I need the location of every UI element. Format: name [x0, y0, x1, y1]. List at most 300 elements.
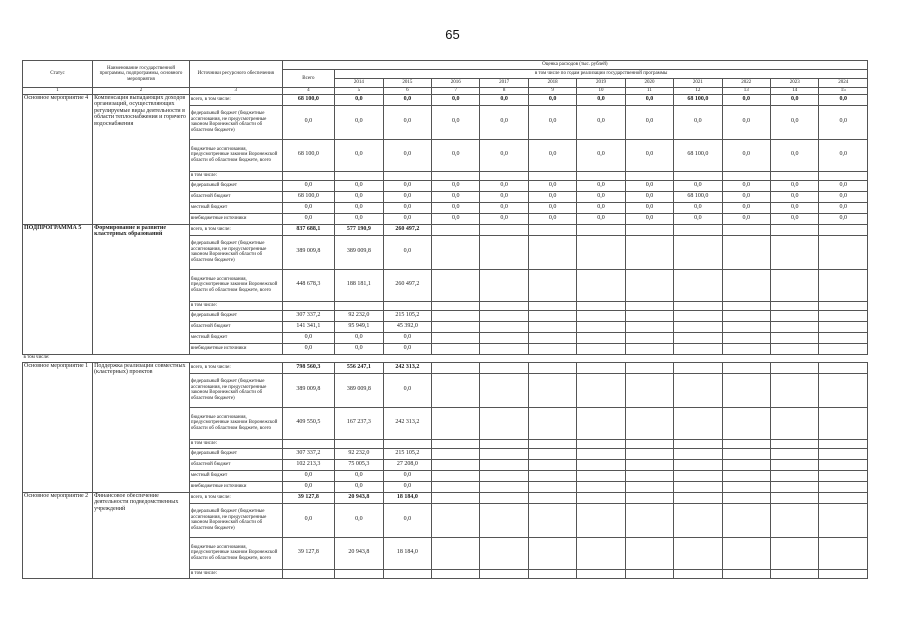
value-cell: 0,0 [625, 202, 673, 213]
value-cell: 0,0 [383, 481, 431, 492]
value-cell [771, 439, 819, 448]
value-cell: 68 100,0 [282, 94, 335, 105]
value-cell [819, 373, 868, 407]
value-cell: 20 943,8 [335, 537, 383, 569]
value-cell [282, 301, 335, 310]
value-cell [577, 459, 625, 470]
value-cell [480, 332, 528, 343]
value-cell: 0,0 [625, 191, 673, 202]
value-cell [528, 224, 576, 235]
value-cell [528, 343, 576, 354]
header-year: 2018 [528, 79, 576, 88]
value-cell [432, 332, 480, 343]
value-cell: 0,0 [722, 139, 770, 171]
value-cell [722, 301, 770, 310]
source-cell: всего, в том числе: [189, 362, 282, 373]
value-cell [722, 269, 770, 301]
value-cell [674, 492, 722, 503]
value-cell [722, 439, 770, 448]
value-cell: 0,0 [819, 213, 868, 224]
value-cell: 20 943,8 [335, 492, 383, 503]
value-cell: 0,0 [819, 191, 868, 202]
value-cell: 39 127,8 [282, 492, 335, 503]
value-cell [282, 569, 335, 578]
source-cell: федеральный бюджет (бюджетные ассигнования, не предусмотренные законом Воронежской области об областном бюджете) [189, 373, 282, 407]
value-cell [771, 537, 819, 569]
value-cell [819, 321, 868, 332]
value-cell: 0,0 [282, 503, 335, 537]
value-cell [625, 481, 673, 492]
value-cell: 0,0 [383, 332, 431, 343]
value-cell: 68 100,0 [282, 139, 335, 171]
value-cell [771, 503, 819, 537]
value-cell: 798 560,3 [282, 362, 335, 373]
value-cell [383, 301, 431, 310]
value-cell [577, 332, 625, 343]
header-year: 2017 [480, 79, 528, 88]
value-cell: 0,0 [722, 105, 770, 139]
value-cell: 0,0 [771, 180, 819, 191]
column-number: 5 [335, 88, 383, 95]
table-row [23, 94, 868, 105]
value-cell: 27 208,0 [383, 459, 431, 470]
column-number: 14 [771, 88, 819, 95]
source-cell: всего, в том числе: [189, 224, 282, 235]
value-cell [722, 470, 770, 481]
value-cell: 0,0 [335, 94, 383, 105]
value-cell [432, 569, 480, 578]
header-status: Статус [23, 61, 93, 88]
value-cell [432, 269, 480, 301]
value-cell: 260 497,2 [383, 224, 431, 235]
value-cell [722, 321, 770, 332]
value-cell [432, 343, 480, 354]
value-cell [771, 332, 819, 343]
header-by-years: в том числе по годам реализации государственной программы [335, 70, 868, 79]
value-cell: 0,0 [819, 180, 868, 191]
column-number: 8 [480, 88, 528, 95]
value-cell: 0,0 [480, 139, 528, 171]
value-cell: 0,0 [335, 180, 383, 191]
value-cell: 0,0 [335, 191, 383, 202]
section-status: Основное мероприятие 4 [23, 94, 93, 224]
header-year: 2022 [722, 79, 770, 88]
value-cell [674, 321, 722, 332]
value-cell: 0,0 [432, 105, 480, 139]
value-cell [432, 537, 480, 569]
column-number: 6 [383, 88, 431, 95]
value-cell [480, 492, 528, 503]
value-cell: 18 184,0 [383, 537, 431, 569]
value-cell: 242 313,2 [383, 362, 431, 373]
column-number: 1 [23, 88, 93, 95]
value-cell: 0,0 [819, 139, 868, 171]
page-number: 65 [445, 27, 460, 42]
value-cell: 0,0 [480, 213, 528, 224]
value-cell [528, 332, 576, 343]
section-status: ПОДПРОГРАММА 5 [23, 224, 93, 354]
value-cell: 0,0 [771, 105, 819, 139]
value-cell [528, 448, 576, 459]
source-cell: внебюджетные источники [189, 343, 282, 354]
value-cell [335, 439, 383, 448]
table-row [23, 224, 868, 235]
value-cell: 0,0 [480, 94, 528, 105]
value-cell [528, 470, 576, 481]
value-cell: 389 009,8 [335, 235, 383, 269]
source-cell: областной бюджет [189, 191, 282, 202]
value-cell [625, 362, 673, 373]
value-cell: 215 105,2 [383, 448, 431, 459]
value-cell: 0,0 [771, 213, 819, 224]
value-cell [625, 332, 673, 343]
value-cell [528, 481, 576, 492]
value-cell [480, 343, 528, 354]
table-row [23, 362, 868, 373]
value-cell: 0,0 [771, 94, 819, 105]
value-cell [432, 448, 480, 459]
section-name: Компенсация выпадающих доходов организаций, осуществляющих регулируемые виды деятельности в области теплоснабжения и горячего водоснабжения [93, 94, 190, 224]
value-cell [432, 407, 480, 439]
value-cell [722, 448, 770, 459]
header-year: 2023 [771, 79, 819, 88]
value-cell [674, 448, 722, 459]
value-cell [819, 503, 868, 537]
value-cell [771, 407, 819, 439]
value-cell [771, 362, 819, 373]
value-cell [819, 569, 868, 578]
value-cell: 0,0 [383, 343, 431, 354]
value-cell [771, 343, 819, 354]
value-cell [722, 407, 770, 439]
value-cell [771, 310, 819, 321]
source-cell: бюджетные ассигнования, предусмотренные законом Воронежской области об областном бюджете, всего [189, 269, 282, 301]
value-cell [480, 537, 528, 569]
value-cell [722, 235, 770, 269]
value-cell [771, 448, 819, 459]
value-cell [282, 171, 335, 180]
value-cell: 0,0 [577, 94, 625, 105]
value-cell [722, 459, 770, 470]
value-cell [722, 373, 770, 407]
value-cell [577, 343, 625, 354]
value-cell: 0,0 [528, 139, 576, 171]
value-cell [432, 235, 480, 269]
value-cell: 0,0 [335, 470, 383, 481]
value-cell [577, 492, 625, 503]
value-cell [480, 224, 528, 235]
value-cell [722, 310, 770, 321]
value-cell [771, 569, 819, 578]
value-cell: 102 213,3 [282, 459, 335, 470]
section-status: Основное мероприятие 2 [23, 492, 93, 578]
column-number: 13 [722, 88, 770, 95]
value-cell: 389 009,8 [282, 373, 335, 407]
value-cell: 0,0 [528, 202, 576, 213]
value-cell: 0,0 [577, 202, 625, 213]
source-cell: местный бюджет [189, 470, 282, 481]
source-cell: местный бюджет [189, 202, 282, 213]
value-cell: 215 105,2 [383, 310, 431, 321]
value-cell: 389 009,8 [282, 235, 335, 269]
value-cell: 92 232,0 [335, 310, 383, 321]
section-name: Финансовое обеспечение деятельности подведомственных учреждений [93, 492, 190, 578]
value-cell: 92 232,0 [335, 448, 383, 459]
section-status: Основное мероприятие 1 [23, 362, 93, 492]
value-cell: 0,0 [383, 213, 431, 224]
value-cell: 0,0 [771, 139, 819, 171]
value-cell: 0,0 [528, 180, 576, 191]
value-cell: 0,0 [771, 191, 819, 202]
header-year: 2019 [577, 79, 625, 88]
value-cell [819, 470, 868, 481]
value-cell [722, 224, 770, 235]
value-cell: 0,0 [383, 94, 431, 105]
value-cell: 0,0 [819, 105, 868, 139]
value-cell [577, 481, 625, 492]
value-cell [674, 569, 722, 578]
value-cell [577, 235, 625, 269]
value-cell: 0,0 [819, 202, 868, 213]
source-cell: областной бюджет [189, 459, 282, 470]
value-cell [432, 503, 480, 537]
value-cell: 0,0 [383, 235, 431, 269]
value-cell [625, 269, 673, 301]
value-cell [577, 439, 625, 448]
value-cell [819, 301, 868, 310]
value-cell: 45 392,0 [383, 321, 431, 332]
value-cell [771, 373, 819, 407]
value-cell: 0,0 [432, 191, 480, 202]
value-cell: 0,0 [383, 373, 431, 407]
value-cell [674, 439, 722, 448]
value-cell [577, 448, 625, 459]
source-cell: бюджетные ассигнования, предусмотренные законом Воронежской области об областном бюджете, всего [189, 537, 282, 569]
value-cell [722, 481, 770, 492]
value-cell [722, 492, 770, 503]
value-cell [528, 269, 576, 301]
value-cell: 260 497,2 [383, 269, 431, 301]
value-cell [432, 459, 480, 470]
value-cell [674, 373, 722, 407]
value-cell [771, 301, 819, 310]
value-cell [674, 481, 722, 492]
column-number: 12 [674, 88, 722, 95]
value-cell: 0,0 [282, 332, 335, 343]
value-cell [674, 269, 722, 301]
value-cell [674, 301, 722, 310]
value-cell [771, 269, 819, 301]
value-cell [432, 362, 480, 373]
value-cell: 0,0 [674, 213, 722, 224]
value-cell: 0,0 [282, 105, 335, 139]
value-cell [432, 470, 480, 481]
value-cell: 409 550,5 [282, 407, 335, 439]
source-cell: бюджетные ассигнования, предусмотренные законом Воронежской области об областном бюджете, всего [189, 407, 282, 439]
value-cell [625, 459, 673, 470]
source-cell: федеральный бюджет [189, 310, 282, 321]
value-cell: 0,0 [528, 105, 576, 139]
value-cell [432, 373, 480, 407]
value-cell [577, 537, 625, 569]
value-cell [674, 235, 722, 269]
value-cell: 0,0 [625, 213, 673, 224]
source-cell: в том числе: [189, 569, 282, 578]
value-cell [577, 503, 625, 537]
value-cell [528, 503, 576, 537]
value-cell [480, 310, 528, 321]
source-cell: федеральный бюджет (бюджетные ассигнования, не предусмотренные законом Воронежской области об областном бюджете) [189, 503, 282, 537]
value-cell [674, 470, 722, 481]
source-cell: бюджетные ассигнования, предусмотренные законом Воронежской области об областном бюджете, всего [189, 139, 282, 171]
value-cell [432, 439, 480, 448]
value-cell [577, 310, 625, 321]
column-number: 4 [282, 88, 335, 95]
value-cell [625, 569, 673, 578]
value-cell [625, 235, 673, 269]
value-cell [480, 301, 528, 310]
value-cell [771, 171, 819, 180]
value-cell: 0,0 [335, 481, 383, 492]
value-cell [577, 171, 625, 180]
column-number: 2 [93, 88, 190, 95]
value-cell [480, 321, 528, 332]
value-cell [625, 171, 673, 180]
source-cell: федеральный бюджет (бюджетные ассигнования, не предусмотренные законом Воронежской области об областном бюджете) [189, 105, 282, 139]
section-row [23, 354, 868, 362]
value-cell [722, 569, 770, 578]
value-cell [625, 439, 673, 448]
value-cell [625, 373, 673, 407]
value-cell: 0,0 [282, 481, 335, 492]
value-cell: 0,0 [335, 213, 383, 224]
value-cell: 0,0 [480, 191, 528, 202]
value-cell: 95 949,1 [335, 321, 383, 332]
value-cell [432, 224, 480, 235]
header-year: 2014 [335, 79, 383, 88]
value-cell: 0,0 [528, 94, 576, 105]
value-cell [432, 481, 480, 492]
value-cell [432, 171, 480, 180]
source-cell: всего, в том числе: [189, 94, 282, 105]
value-cell [819, 439, 868, 448]
value-cell: 18 184,0 [383, 492, 431, 503]
value-cell: 0,0 [722, 180, 770, 191]
source-cell: федеральный бюджет [189, 180, 282, 191]
value-cell: 0,0 [335, 503, 383, 537]
header-year: 2021 [674, 79, 722, 88]
value-cell: 0,0 [674, 202, 722, 213]
value-cell: 0,0 [432, 139, 480, 171]
value-cell: 68 100,0 [674, 94, 722, 105]
value-cell [722, 537, 770, 569]
value-cell [480, 481, 528, 492]
value-cell [819, 448, 868, 459]
value-cell [819, 459, 868, 470]
value-cell [528, 362, 576, 373]
value-cell [577, 321, 625, 332]
value-cell: 0,0 [383, 105, 431, 139]
value-cell: 389 009,8 [335, 373, 383, 407]
header-year: 2024 [819, 79, 868, 88]
value-cell [577, 301, 625, 310]
value-cell [577, 569, 625, 578]
value-cell: 242 313,2 [383, 407, 431, 439]
value-cell [480, 373, 528, 407]
value-cell [577, 362, 625, 373]
section-name: Поддержка реализации совместных (кластерных) проектов [93, 362, 190, 492]
column-number: 11 [625, 88, 673, 95]
value-cell: 0,0 [528, 213, 576, 224]
value-cell: 0,0 [480, 202, 528, 213]
value-cell: 0,0 [625, 94, 673, 105]
value-cell [432, 301, 480, 310]
value-cell [577, 373, 625, 407]
column-number: 15 [819, 88, 868, 95]
value-cell [335, 569, 383, 578]
value-cell: 0,0 [625, 139, 673, 171]
header-source: Источники ресурсного обеспечения [189, 61, 282, 88]
source-cell: внебюджетные источники [189, 213, 282, 224]
value-cell [722, 343, 770, 354]
value-cell: 0,0 [432, 94, 480, 105]
value-cell [577, 470, 625, 481]
value-cell [528, 310, 576, 321]
column-number: 7 [432, 88, 480, 95]
section-note: в том числе: [23, 354, 50, 360]
value-cell: 0,0 [528, 191, 576, 202]
value-cell [819, 537, 868, 569]
value-cell [480, 407, 528, 439]
header-year: 2020 [625, 79, 673, 88]
value-cell [528, 569, 576, 578]
value-cell [674, 503, 722, 537]
header-name: Наименование государственной программы, подпрограммы, основного мероприятия [93, 61, 190, 88]
value-cell [480, 269, 528, 301]
source-cell: в том числе: [189, 301, 282, 310]
value-cell [625, 321, 673, 332]
value-cell: 0,0 [722, 191, 770, 202]
column-number: 10 [577, 88, 625, 95]
value-cell: 0,0 [282, 202, 335, 213]
value-cell [722, 332, 770, 343]
column-number: 9 [528, 88, 576, 95]
value-cell [480, 569, 528, 578]
section-name: Формирование и развитие кластерных образований [93, 224, 190, 354]
value-cell [528, 171, 576, 180]
value-cell [528, 235, 576, 269]
value-cell [625, 224, 673, 235]
value-cell [577, 224, 625, 235]
value-cell: 0,0 [383, 139, 431, 171]
value-cell [674, 362, 722, 373]
value-cell [625, 470, 673, 481]
value-cell: 0,0 [577, 180, 625, 191]
value-cell [528, 373, 576, 407]
value-cell [577, 269, 625, 301]
source-cell: областной бюджет [189, 321, 282, 332]
value-cell [528, 537, 576, 569]
value-cell [819, 362, 868, 373]
value-cell [625, 407, 673, 439]
column-number: 3 [189, 88, 282, 95]
value-cell [819, 407, 868, 439]
value-cell [625, 492, 673, 503]
value-cell [577, 407, 625, 439]
value-cell: 0,0 [577, 213, 625, 224]
value-cell [674, 332, 722, 343]
value-cell: 837 688,1 [282, 224, 335, 235]
